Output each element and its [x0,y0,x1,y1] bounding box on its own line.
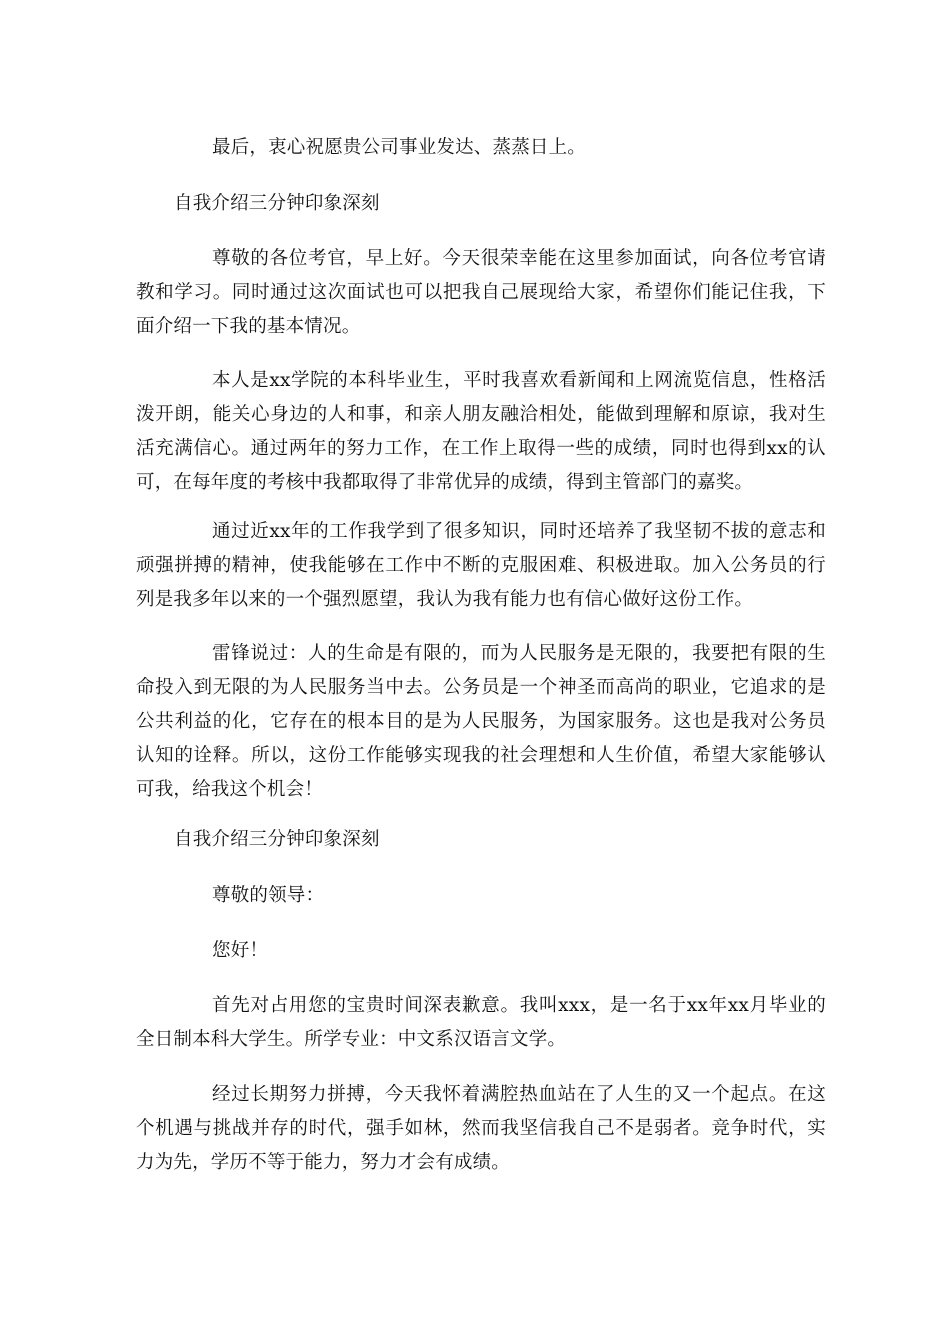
section-heading-2: 自我介绍三分钟印象深刻 [174,829,380,850]
section-heading-1: 自我介绍三分钟印象深刻 [174,193,380,214]
introduction-paragraph: 首先对占用您的宝贵时间深表歉意。我叫xxx，是一名于xx年xx月毕业的全日制本科大学生。所学专业：中文系汉语言文学。 [136,995,826,1050]
closing-wish-paragraph: 最后，衷心祝愿贵公司事业发达、蒸蒸日上。 [212,137,587,158]
greeting-paragraph: 尊敬的各位考官，早上好。今天很荣幸能在这里参加面试，向各位考官请教和学习。同时通过这次面试也可以把我自己展现给大家，希望你们能记住我，下面介绍一下我的基本情况。 [136,248,826,337]
salutation-paragraph: 尊敬的领导： [212,885,325,906]
motivation-paragraph: 雷锋说过：人的生命是有限的，而为人民服务是无限的，我要把有限的生命投入到无限的为人民服务当中去。公务员是一个神圣而高尚的职业，它追求的是公共利益的化，它存在的根本目的是为人民服务，为国家服务。这也是我对公务员认知的诠释。所以，这份工作能够实现我的社会理想和人生价值，希望大家能够认可我，给我这个机会！ [136,643,826,800]
hello-paragraph: 您好！ [212,940,269,961]
background-paragraph: 本人是xx学院的本科毕业生，平时我喜欢看新闻和上网流览信息，性格活泼开朗，能关心身边的人和事，和亲人朋友融洽相处，能做到理解和原谅，我对生活充满信心。通过两年的努力工作，在工作上取得一些的成绩，同时也得到xx的认可，在每年度的考核中我都取得了非常优异的成绩，得到主管部门的嘉奖。 [136,370,826,493]
ambition-paragraph: 经过长期努力拼搏，今天我怀着满腔热血站在了人生的又一个起点。在这个机遇与挑战并存的时代，强手如林，然而我坚信我自己不是弱者。竞争时代，实力为先，学历不等于能力，努力才会有成绩。 [136,1084,826,1173]
experience-paragraph: 通过近xx年的工作我学到了很多知识，同时还培养了我坚韧不拔的意志和顽强拼搏的精神，使我能够在工作中不断的克服困难、积极进取。加入公务员的行列是我多年以来的一个强烈愿望，我认为我有能力也有信心做好这份工作。 [136,521,826,610]
